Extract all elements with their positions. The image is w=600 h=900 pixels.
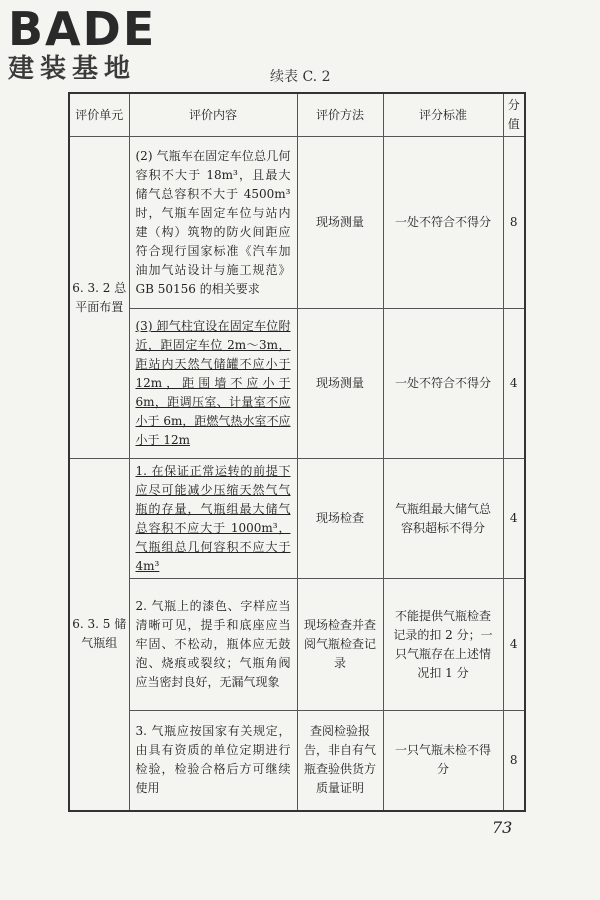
method-cell: 查阅检验报告，非自有气瓶查验供货方质量证明 <box>297 711 383 811</box>
table-caption: 续表 C. 2 <box>270 69 331 85</box>
logo-subtitle: 建装基地 <box>8 54 137 84</box>
table-row <box>69 459 525 579</box>
table-row <box>69 137 525 309</box>
table-row <box>69 711 525 811</box>
page-number: 73 <box>492 818 513 837</box>
header-row <box>69 93 525 137</box>
score-cell: 4 <box>503 309 525 459</box>
standard-cell: 不能提供气瓶检查记录的扣 2 分；一只气瓶存在上述情况扣 1 分 <box>383 579 503 711</box>
score-cell: 8 <box>503 711 525 811</box>
standard-cell: 一处不符合不得分 <box>383 309 503 459</box>
method-cell: 现场检查 <box>297 459 383 579</box>
content-cell: (2) 气瓶车在固定车位总几何容积不大于 18m³，且最大储气总容积不大于 4500m³ 时，气瓶车固定车位与站内建（构）筑物的防火间距应符合现行国家标准《汽车加油加气站设计与施工规范》GB 50156 的相关要求 <box>129 137 297 309</box>
standard-cell: 一只气瓶未检不得分 <box>383 711 503 811</box>
method-cell: 现场测量 <box>297 137 383 309</box>
table-row <box>69 579 525 711</box>
evaluation-table <box>68 92 526 812</box>
table-row <box>69 309 525 459</box>
content-cell: (3) 卸气柱宜设在固定车位附近，距固定车位 2m～3m，距站内天然气储罐不应小于 12m，距围墙不应小于 6m，距调压室、计量室不应小于 6m，距燃气热水室不应小于 12m <box>129 309 297 459</box>
score-cell: 4 <box>503 579 525 711</box>
standard-cell: 一处不符合不得分 <box>383 137 503 309</box>
score-cell: 8 <box>503 137 525 309</box>
content-cell: 2. 气瓶上的漆色、字样应当清晰可见，提手和底座应当牢固、不松动，瓶体应无鼓泡、烧痕或裂纹；气瓶角阀应当密封良好，无漏气现象 <box>129 579 297 711</box>
brand-logo <box>8 2 157 86</box>
standard-cell: 气瓶组最大储气总容积超标不得分 <box>383 459 503 579</box>
header-method: 评价方法 <box>297 93 383 137</box>
header-score: 分值 <box>503 93 525 137</box>
method-cell: 现场检查并查阅气瓶检查记录 <box>297 579 383 711</box>
unit-cell: 6. 3. 5 储气瓶组 <box>69 459 129 811</box>
score-cell: 4 <box>503 459 525 579</box>
header-content: 评价内容 <box>129 93 297 137</box>
unit-cell: 6. 3. 2 总平面布置 <box>69 137 129 459</box>
method-cell: 现场测量 <box>297 309 383 459</box>
logo-brand-text: BADE <box>8 2 157 56</box>
content-cell: 3. 气瓶应按国家有关规定，由具有资质的单位定期进行检验，检验合格后方可继续使用 <box>129 711 297 811</box>
content-cell: 1. 在保证正常运转的前提下应尽可能减少压缩天然气气瓶的存量，气瓶组最大储气总容积不应大于 1000m³，气瓶组总几何容积不应大于 4m³ <box>129 459 297 579</box>
header-unit: 评价单元 <box>69 93 129 137</box>
header-standard: 评分标准 <box>383 93 503 137</box>
